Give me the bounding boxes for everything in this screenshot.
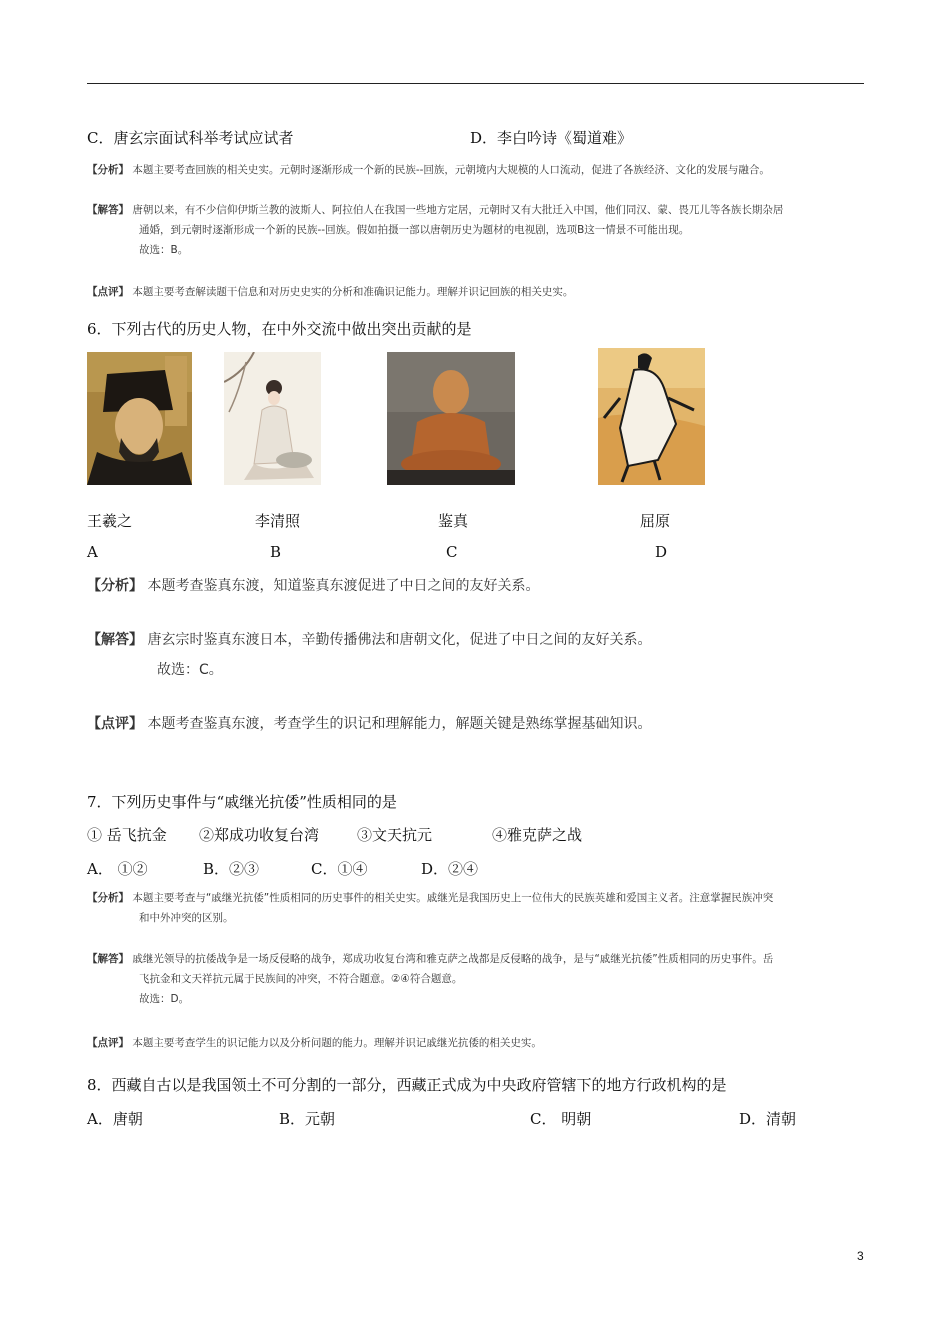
answer-line-2: 飞抗金和文天祥抗元属于民族间的冲突，不符合题意。②④符合题意。 — [139, 973, 463, 985]
q5-answer — [87, 200, 917, 260]
answer-line-2: 通婚，到元朝时逐渐形成一个新的民族--回族。假如拍摄一部以唐朝历史为题材的电视剧，选项B这一情景不可能出现。 — [139, 224, 690, 236]
q6-name-b: 李清照 — [255, 512, 301, 530]
q8-stem: 8．西藏自古以是我国领土不可分割的一部分，西藏正式成为中央政府管辖下的地方行政机构的是 — [87, 1076, 727, 1094]
answer-tag: 【解答】 — [87, 204, 129, 216]
q8-option-b: B．元朝 — [279, 1110, 336, 1128]
q7-item-1: ① 岳飞抗金 — [87, 826, 167, 844]
q7-option-b: B．②③ — [203, 860, 260, 878]
analysis-tag: 【分析】 — [87, 892, 129, 904]
comment-tag: 【点评】 — [87, 716, 143, 732]
q6-stem: 6．下列古代的历史人物，在中外交流中做出突出贡献的是 — [87, 320, 472, 338]
analysis-tag: 【分析】 — [87, 578, 143, 594]
analysis-text: 本题主要考查回族的相关史实。元朝时逐渐形成一个新的民族--回族，元朝境内大规模的人口流动，促进了各族经济、文化的发展与融合。 — [132, 164, 770, 176]
q7-stem: 7．下列历史事件与“戚继光抗倭”性质相同的是 — [87, 793, 397, 811]
portrait-image-qu-yuan — [598, 348, 705, 485]
q7-option-c: C．①④ — [311, 860, 368, 878]
q6-letter-d: D — [655, 543, 668, 561]
q6-comment — [87, 709, 887, 739]
q7-comment — [87, 1033, 917, 1053]
q8-option-c: C． 明朝 — [530, 1110, 592, 1128]
answer-choice: 故选：C。 — [157, 662, 223, 678]
answer-tag: 【解答】 — [87, 953, 129, 965]
portrait-image-wang-xizhi — [87, 352, 192, 485]
q8-option-a: A．唐朝 — [87, 1110, 143, 1128]
analysis-line-2: 和中外冲突的区别。 — [139, 912, 234, 924]
answer-choice: 故选：D。 — [139, 993, 190, 1005]
q6-letter-c: C — [446, 543, 458, 561]
q6-name-d: 屈原 — [640, 512, 671, 530]
q7-analysis — [87, 888, 917, 928]
q7-item-4: ④雅克萨之战 — [492, 826, 583, 844]
answer-line-1: 唐玄宗时鉴真东渡日本，辛勤传播佛法和唐朝文化，促进了中日之间的友好关系。 — [147, 632, 652, 648]
comment-text: 本题主要考查解读题干信息和对历史史实的分析和准确识记能力。理解并识记回族的相关史实。 — [132, 286, 574, 298]
comment-tag: 【点评】 — [87, 1037, 129, 1049]
answer-choice: 故选：B。 — [139, 244, 189, 256]
answer-line-1: 唐朝以来，有不少信仰伊斯兰教的波斯人、阿拉伯人在我国一些地方定居，元朝时又有大批迁入中国，他们同汉、蒙、畏兀儿等各族长期杂居 — [132, 204, 784, 216]
q5-comment — [87, 282, 907, 302]
comment-tag: 【点评】 — [87, 286, 129, 298]
q6-analysis — [87, 571, 887, 601]
analysis-tag: 【分析】 — [87, 164, 129, 176]
q5-option-c: C．唐玄宗面试科举考试应试者 — [87, 129, 294, 147]
q6-name-a: 王羲之 — [87, 512, 133, 530]
q6-letter-b: B — [270, 543, 282, 561]
q7-option-a: A． ①② — [87, 860, 148, 878]
header-rule — [87, 83, 864, 84]
q5-option-d: D．李白吟诗《蜀道难》 — [470, 129, 633, 147]
q6-answer — [87, 625, 887, 685]
q8-option-d: D．清朝 — [739, 1110, 797, 1128]
q7-item-2: ②郑成功收复台湾 — [199, 826, 320, 844]
portrait-image-li-qingzhao — [224, 352, 321, 485]
statue-image-jianzhen — [387, 352, 515, 485]
q7-option-d: D．②④ — [421, 860, 479, 878]
q5-analysis — [87, 160, 907, 180]
q6-letter-a: A — [87, 543, 98, 561]
q7-item-3: ③文天抗元 — [357, 826, 433, 844]
analysis-text: 本题考查鉴真东渡，知道鉴真东渡促进了中日之间的友好关系。 — [147, 578, 540, 594]
analysis-line-1: 本题主要考查与“戚继光抗倭”性质相同的历史事件的相关史实。戚继光是我国历史上一位伟大的民族英雄和爱国主义者。注意掌握民族冲突 — [132, 892, 774, 904]
q6-name-c: 鉴真 — [438, 512, 469, 530]
comment-text: 本题主要考查学生的识记能力以及分析问题的能力。理解并识记戚继光抗倭的相关史实。 — [132, 1037, 542, 1049]
comment-text: 本题考查鉴真东渡，考查学生的识记和理解能力，解题关键是熟练掌握基础知识。 — [147, 716, 652, 732]
page-number: 3 — [857, 1249, 864, 1263]
answer-line-1: 戚继光领导的抗倭战争是一场反侵略的战争，郑成功收复台湾和雅克萨之战都是反侵略的战争，是与“戚继光抗倭”性质相同的历史事件。岳 — [132, 953, 774, 965]
q7-answer — [87, 949, 917, 1009]
answer-tag: 【解答】 — [87, 632, 143, 648]
